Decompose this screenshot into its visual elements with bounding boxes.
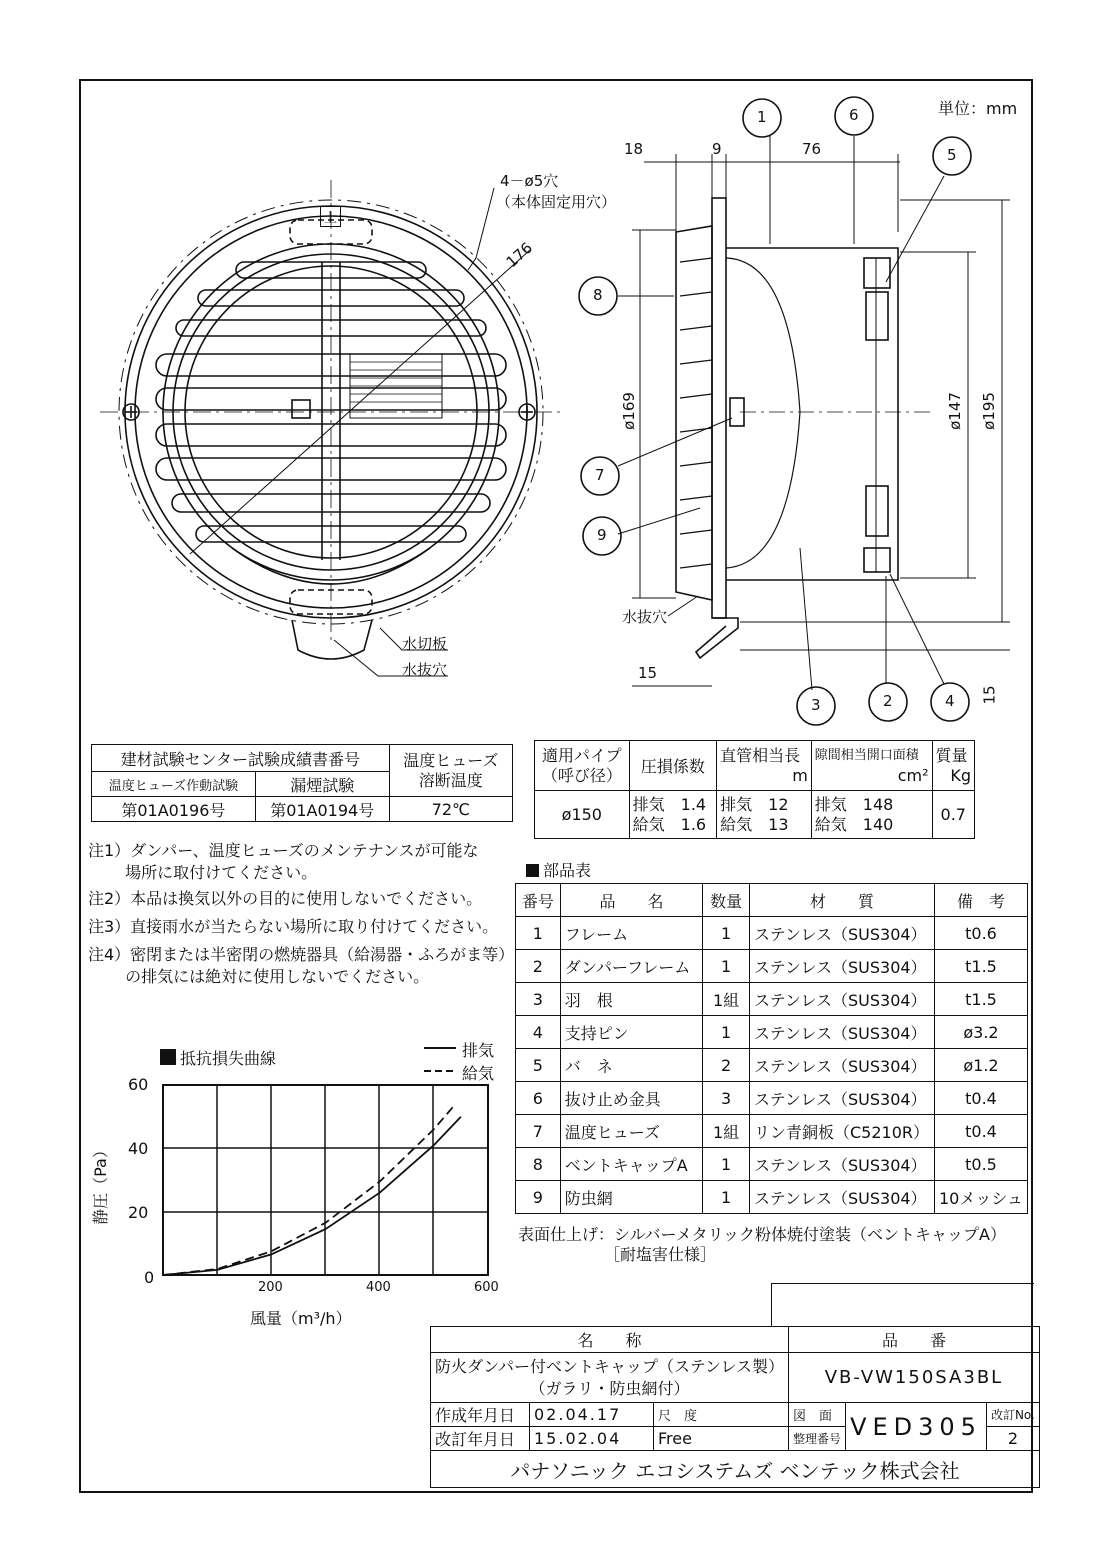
- part-material: ステンレス（SUS304）: [749, 950, 934, 983]
- hole-label: 4－ø5穴: [500, 172, 559, 190]
- test-header: 建材試験センター試験成績書番号: [92, 745, 390, 772]
- created-label: 作成年月日: [431, 1403, 530, 1427]
- part-remark: ø1.2: [934, 1049, 1027, 1082]
- part-name: ベントキャップA: [560, 1148, 703, 1181]
- note-2: 注2）本品は換気以外の目的に使用しないでください。: [88, 889, 483, 908]
- h-len-unit: m: [792, 765, 808, 785]
- part-no: 5: [516, 1049, 561, 1082]
- part-name: ダンパーフレーム: [560, 950, 703, 983]
- water-cut-label: 水切板: [402, 635, 448, 653]
- unit-label: 単位：mm: [938, 99, 1018, 118]
- xtick-400: 400: [366, 1280, 391, 1295]
- parts-header-row: [516, 884, 1028, 917]
- part-remark: t0.5: [934, 1148, 1027, 1181]
- part-material: ステンレス（SUS304）: [749, 1049, 934, 1082]
- part-material: ステンレス（SUS304）: [749, 983, 934, 1016]
- part-material: ステンレス（SUS304）: [749, 1082, 934, 1115]
- ytick-0: 0: [144, 1268, 155, 1287]
- part-qty: 1組: [703, 1115, 750, 1148]
- parts-row: [516, 1181, 1028, 1214]
- dim-d147: ø147: [945, 392, 964, 430]
- part-name: 羽 根: [560, 983, 703, 1016]
- rev-label: 改訂No.: [986, 1403, 1039, 1427]
- loss-values: [629, 791, 717, 839]
- parts-row: [516, 917, 1028, 950]
- parts-row: [516, 1148, 1028, 1181]
- ytick-40: 40: [128, 1139, 149, 1158]
- title-block: [430, 1283, 1033, 1493]
- loss-2: 給気 1.6: [632, 814, 707, 834]
- spec-table: [534, 740, 975, 839]
- dim-d169: ø169: [619, 392, 638, 430]
- part-remark: t0.4: [934, 1115, 1027, 1148]
- chart-title: [160, 1046, 276, 1069]
- dim-18: 18: [624, 140, 644, 158]
- test-col2: 漏煙試験: [255, 772, 389, 797]
- top-mark: 上: [320, 206, 341, 227]
- part-qty: 1組: [703, 983, 750, 1016]
- len-values: [717, 791, 812, 839]
- part-qty: 1: [703, 950, 750, 983]
- part-qty: 2: [703, 1049, 750, 1082]
- ytick-20: 20: [128, 1203, 149, 1222]
- revised-label: 改訂年月日: [431, 1427, 530, 1451]
- part-name: 支持ピン: [560, 1016, 703, 1049]
- note-1a: 注1）ダンパー、温度ヒューズのメンテナンスが可能な: [88, 841, 479, 860]
- scale-value: Free: [654, 1427, 789, 1451]
- part-remark: t0.6: [934, 917, 1027, 950]
- h-len: [717, 741, 812, 791]
- len-2: 給気 13: [720, 814, 789, 834]
- dim-d195: ø195: [979, 392, 998, 430]
- h-loss: 圧損係数: [629, 741, 717, 791]
- part-name: 温度ヒューズ: [560, 1115, 703, 1148]
- balloon-6: 6: [849, 106, 859, 124]
- part-material: ステンレス（SUS304）: [749, 1016, 934, 1049]
- product-name: 防火ダンパー付ベントキャップ（ステンレス製）: [435, 1356, 785, 1376]
- h-pipe: [535, 741, 630, 791]
- part-name: バ ネ: [560, 1049, 703, 1082]
- part-material: リン青銅板（C5210R）: [749, 1115, 934, 1148]
- parts-h-qty: 数量: [703, 884, 750, 917]
- part-no: 8: [516, 1148, 561, 1181]
- part-qty: 1: [703, 1181, 750, 1214]
- part-qty: 1: [703, 917, 750, 950]
- part-qty: 3: [703, 1082, 750, 1115]
- h-area: [811, 741, 932, 791]
- name-header: 名 称: [431, 1327, 789, 1353]
- xtick-200: 200: [258, 1280, 283, 1295]
- balloon-1: 1: [757, 108, 767, 126]
- balloon-4: 4: [945, 692, 955, 710]
- area-values: [811, 791, 932, 839]
- part-remark: t1.5: [934, 950, 1027, 983]
- product-code: VB-VW150SA3BL: [789, 1353, 1040, 1403]
- title-table: [430, 1326, 1040, 1488]
- balloon-2: 2: [883, 692, 893, 710]
- area-1: 排気 148: [814, 794, 894, 814]
- rev-no: 2: [986, 1427, 1039, 1451]
- part-no: 9: [516, 1181, 561, 1214]
- part-remark: ø3.2: [934, 1016, 1027, 1049]
- part-no: 6: [516, 1082, 561, 1115]
- part-name: 抜け止め金具: [560, 1082, 703, 1115]
- part-name: フレーム: [560, 917, 703, 950]
- test-val2: 第01A0194号: [255, 797, 389, 822]
- diameter-176: 176: [502, 238, 536, 272]
- dim-76: 76: [802, 140, 822, 158]
- scale-label: 尺 度: [654, 1403, 789, 1427]
- balloon-3: 3: [811, 696, 821, 714]
- balloon-7: 7: [595, 466, 605, 484]
- test-val1: 第01A0196号: [92, 797, 256, 822]
- area-2: 給気 140: [814, 814, 894, 834]
- company-name: パナソニック エコシステムズ ベンテック株式会社: [431, 1451, 1040, 1488]
- balloon-8: 8: [593, 286, 603, 304]
- revised-date: 15.02.04: [530, 1427, 654, 1451]
- parts-row: [516, 950, 1028, 983]
- legend-exhaust: 排気: [462, 1041, 495, 1060]
- legend-supply: 給気: [462, 1064, 495, 1083]
- drawing-no: VED305: [846, 1403, 987, 1451]
- h-area-1: 隙間相当開口面積: [814, 747, 919, 763]
- parts-h-material: 材 質: [749, 884, 934, 917]
- part-material: ステンレス（SUS304）: [749, 917, 934, 950]
- xtick-600: 600: [474, 1280, 499, 1295]
- fuse-temp: 72℃: [389, 797, 512, 822]
- part-no: 4: [516, 1016, 561, 1049]
- code-header: 品 番: [789, 1327, 1040, 1353]
- parts-body: [516, 917, 1028, 1214]
- product-sub: （ガラリ・防虫網付）: [529, 1378, 690, 1398]
- test-table: [91, 744, 513, 822]
- parts-h-remark: 備 考: [934, 884, 1027, 917]
- loss-1: 排気 1.4: [632, 794, 707, 814]
- fuse-temp-header-2: 溶断温度: [418, 770, 483, 790]
- note-1b: 場所に取付けてください。: [88, 863, 318, 882]
- parts-row: [516, 1016, 1028, 1049]
- part-no: 7: [516, 1115, 561, 1148]
- product-name-cell: [431, 1353, 789, 1403]
- h-mass-unit: Kg: [950, 765, 971, 785]
- parts-row: [516, 983, 1028, 1016]
- drawing-label-2: 整理番号: [789, 1427, 846, 1451]
- part-qty: 1: [703, 1148, 750, 1181]
- parts-h-no: 番号: [516, 884, 561, 917]
- test-col1: 温度ヒューズ作動試験: [92, 772, 256, 797]
- parts-title-square: [526, 864, 539, 877]
- part-qty: 1: [703, 1016, 750, 1049]
- parts-title-text: 部品表: [543, 861, 592, 880]
- hole-sub-label: （本体固定用穴）: [496, 193, 617, 211]
- parts-row: [516, 1082, 1028, 1115]
- dim-15-bottom: 15: [638, 664, 658, 682]
- balloon-5: 5: [947, 146, 957, 164]
- created-date: 02.04.17: [530, 1403, 654, 1427]
- note-3: 注3）直接雨水が当たらない場所に取り付けてください。: [88, 917, 499, 936]
- h-pipe-1: 適用パイプ: [542, 745, 622, 765]
- part-no: 3: [516, 983, 561, 1016]
- balloon-9: 9: [597, 526, 607, 544]
- chart-title-square: [160, 1049, 176, 1065]
- h-mass-1: 質量: [935, 745, 968, 765]
- part-remark: 10メッシュ: [934, 1181, 1027, 1214]
- part-no: 2: [516, 950, 561, 983]
- dim-15-right: 15: [980, 685, 999, 705]
- h-area-unit: cm²: [897, 765, 929, 785]
- part-remark: t0.4: [934, 1082, 1027, 1115]
- fuse-temp-header: [389, 745, 512, 797]
- ytick-60: 60: [128, 1075, 149, 1094]
- chart-title-text: 抵抗損失曲線: [180, 1049, 277, 1068]
- note-4b: の排気には絶対に使用しないでください。: [88, 967, 430, 986]
- len-1: 排気 12: [720, 794, 789, 814]
- part-material: ステンレス（SUS304）: [749, 1181, 934, 1214]
- part-remark: t1.5: [934, 983, 1027, 1016]
- drawing-label: 図 面: [789, 1403, 846, 1427]
- chart-xlabel: 風量（m³/h）: [250, 1309, 352, 1328]
- part-no: 1: [516, 917, 561, 950]
- parts-title: [526, 858, 591, 881]
- parts-h-name: 品 名: [560, 884, 703, 917]
- part-name: 防虫網: [560, 1181, 703, 1214]
- mass-value: 0.7: [932, 791, 974, 839]
- h-len-1: 直管相当長: [720, 745, 801, 765]
- note-4a: 注4）密閉または半密閉の燃焼器具（給湯器・ふろがま等）: [88, 945, 515, 964]
- part-material: ステンレス（SUS304）: [749, 1148, 934, 1181]
- parts-row: [516, 1115, 1028, 1148]
- side-water-hole-label: 水抜穴: [622, 608, 668, 626]
- h-pipe-2: （呼び径）: [541, 765, 622, 785]
- pipe-value: ø150: [535, 791, 630, 839]
- dim-9: 9: [712, 140, 722, 158]
- water-hole-label: 水抜穴: [402, 661, 448, 679]
- h-mass: [932, 741, 974, 791]
- finish-note-2: ［耐塩害仕様］: [604, 1245, 717, 1264]
- parts-table: [515, 883, 1028, 1214]
- fuse-temp-header-1: 温度ヒューズ: [403, 750, 499, 770]
- parts-row: [516, 1049, 1028, 1082]
- chart-ylabel: 静圧（Pa）: [90, 1142, 110, 1225]
- finish-note: 表面仕上げ：シルバーメタリック粉体焼付塗装（ベントキャップA）: [518, 1225, 1006, 1244]
